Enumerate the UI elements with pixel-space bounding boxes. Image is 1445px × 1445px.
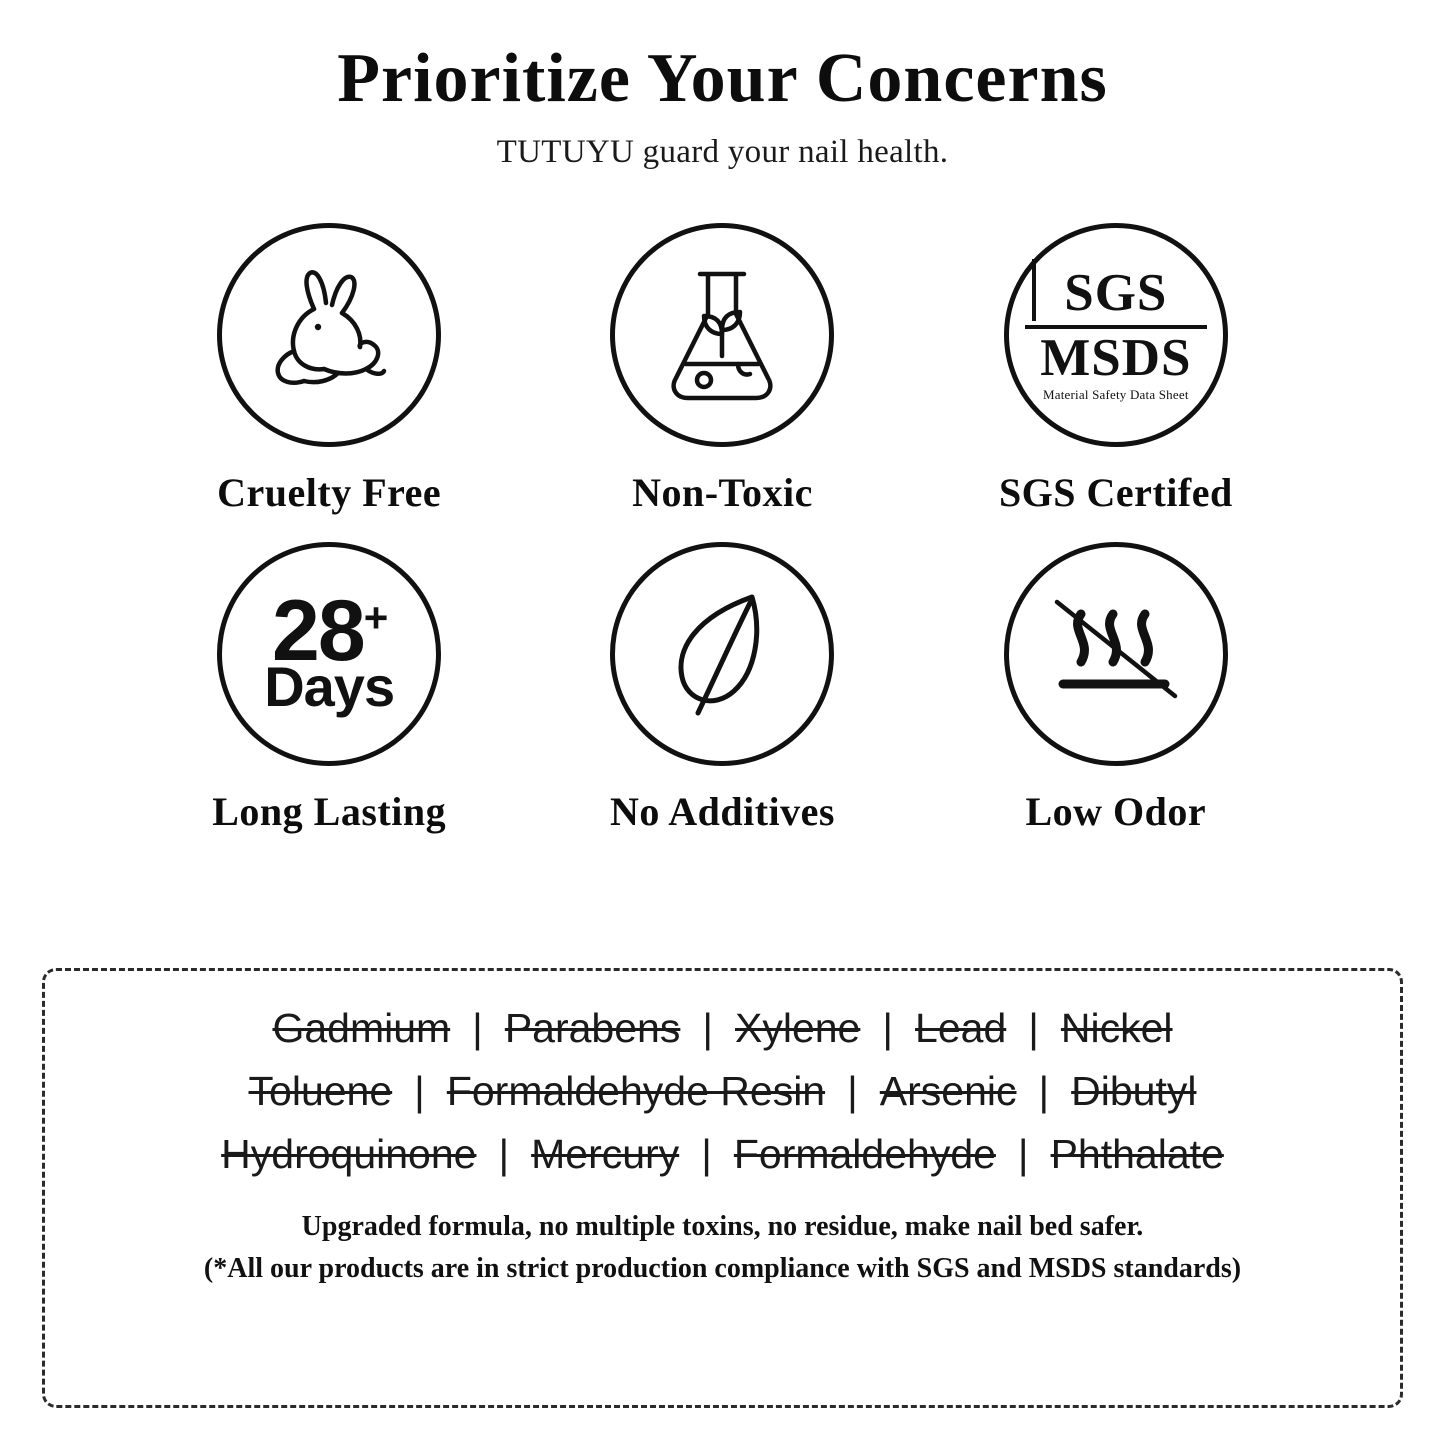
28-days-icon [264, 583, 395, 719]
free-from-panel [42, 968, 1403, 1408]
feature-low-odor [919, 542, 1312, 835]
free-from-item: Phthalate [1050, 1131, 1224, 1177]
sgs-label: SGS [1064, 263, 1168, 322]
feature-cruelty-free [133, 223, 526, 516]
free-from-item: Gadmium [272, 1005, 451, 1051]
separator: | [701, 1131, 712, 1177]
free-from-item: Toluene [248, 1068, 393, 1114]
free-from-item: Dibutyl [1071, 1068, 1197, 1114]
feature-non-toxic [526, 223, 919, 516]
msds-sublabel: Material Safety Data Sheet [1043, 386, 1189, 402]
free-from-note-line-2: (*All our products are in strict production compliance with SGS and MSDS standards) [203, 1253, 1242, 1284]
badge-circle [610, 542, 834, 766]
free-from-row [75, 1068, 1370, 1115]
days-number: 28 [272, 583, 364, 680]
separator: | [472, 1005, 483, 1051]
feature-label: Long Lasting [212, 788, 447, 834]
free-from-item: Formaldehyde [733, 1131, 996, 1177]
separator: | [498, 1131, 510, 1177]
feature-label: SGS Certifed [998, 469, 1233, 515]
separator: | [1017, 1131, 1029, 1177]
badge-circle [217, 542, 441, 766]
page-title: Prioritize Your Concerns [337, 40, 1108, 117]
badge-circle [217, 223, 441, 447]
free-from-item: Formaldehyde Resin [446, 1068, 826, 1114]
free-from-item: Lead [915, 1005, 1007, 1051]
sgs-msds-icon [1026, 255, 1206, 415]
free-from-item: Parabens [504, 1005, 681, 1051]
feature-grid [133, 223, 1313, 835]
feature-no-additives [526, 542, 919, 835]
free-from-item: Mercury [531, 1131, 680, 1177]
free-from-item: Hydroquinone [221, 1131, 477, 1177]
leaf-icon [652, 579, 792, 729]
page-subtitle: TUTUYU guard your nail health. [496, 133, 949, 170]
free-from-row [75, 1131, 1370, 1178]
free-from-note-line-1: Upgraded formula, no multiple toxins, no residue, make nail bed safer. [301, 1211, 1144, 1242]
free-from-row [75, 1005, 1370, 1052]
days-plus: + [363, 594, 387, 642]
header [0, 0, 1445, 171]
separator: | [702, 1005, 713, 1051]
separator: | [847, 1068, 858, 1114]
no-odor-icon [1041, 584, 1191, 724]
separator: | [1038, 1068, 1050, 1114]
msds-label: MSDS [1040, 328, 1192, 387]
feature-label: Non-Toxic [632, 469, 813, 515]
badge-circle [1004, 542, 1228, 766]
free-from-item: Xylene [735, 1005, 861, 1051]
separator: | [414, 1068, 425, 1114]
free-from-item: Arsenic [879, 1068, 1017, 1114]
feature-label: Low Odor [1025, 788, 1207, 834]
badge-circle [610, 223, 834, 447]
flask-plant-icon [652, 260, 792, 410]
badge-circle [1004, 223, 1228, 447]
free-from-item: Nickel [1060, 1005, 1173, 1051]
sgs-divider [1025, 325, 1207, 329]
days-word: Days [264, 655, 395, 719]
feature-label: No Additives [610, 788, 835, 834]
rabbit-icon [254, 265, 404, 405]
feature-label: Cruelty Free [217, 469, 442, 515]
feature-sgs-certified [919, 223, 1312, 516]
separator: | [1028, 1005, 1039, 1051]
sgs-vertical-rule [1032, 259, 1036, 321]
separator: | [882, 1005, 894, 1051]
feature-long-lasting [133, 542, 526, 835]
